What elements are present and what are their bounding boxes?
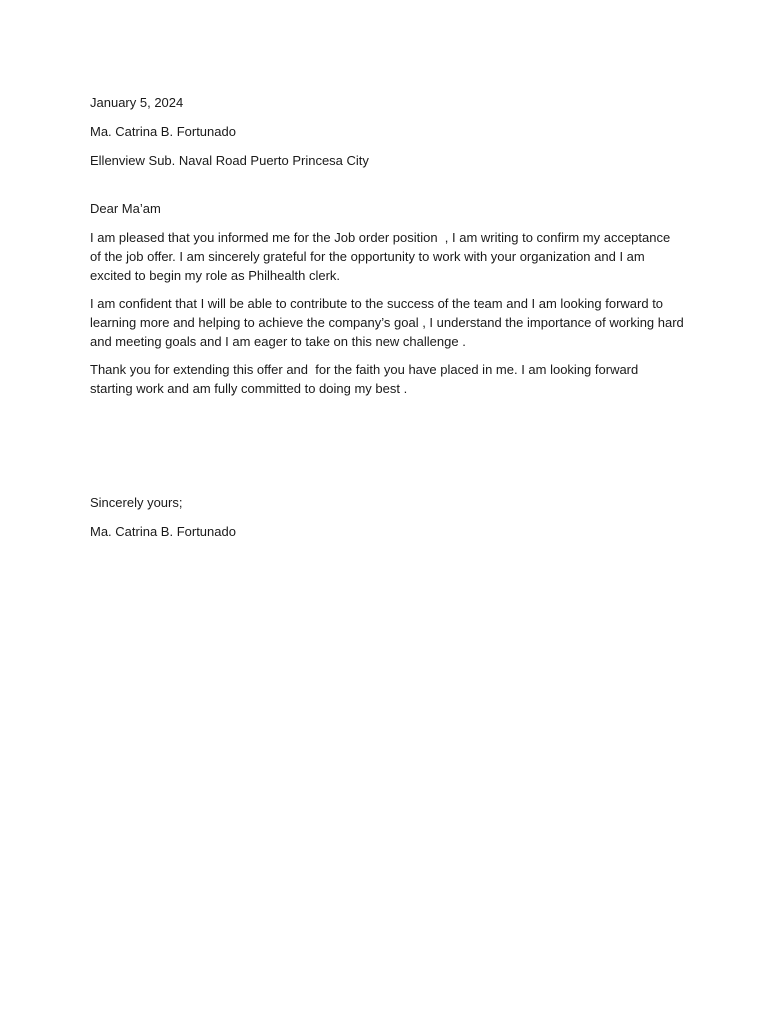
closing-line: Sincerely yours;: [90, 495, 183, 510]
letter-body: [90, 93, 688, 541]
letter-date: January 5, 2024: [90, 95, 184, 110]
body-paragraph-3: Thank you for extending this offer and for the faith you have placed in me. I am looking forward starting work and am fully committed to doing my best .: [90, 362, 642, 396]
closing-spacer: [90, 407, 684, 493]
recipient-address: Ellenview Sub. Naval Road Puerto Princesa City: [90, 153, 369, 168]
body-paragraph-1: I am pleased that you informed me for the Job order position , I am writing to confirm my acceptance of the job offer. I am sincerely grateful for the opportunity to work with your organization and I am excited to begin my role as Philhealth clerk.: [90, 230, 674, 283]
salutation: Dear Ma’am: [90, 201, 161, 216]
body-paragraph-2: I am confident that I will be able to contribute to the success of the team and I am looking forward to learning more and helping to achieve the company’s goal , I understand the importance of working hard and meeting goals and I am eager to take on this new challenge .: [90, 296, 688, 349]
signature-name: Ma. Catrina B. Fortunado: [90, 524, 236, 539]
recipient-name: Ma. Catrina B. Fortunado: [90, 124, 236, 139]
